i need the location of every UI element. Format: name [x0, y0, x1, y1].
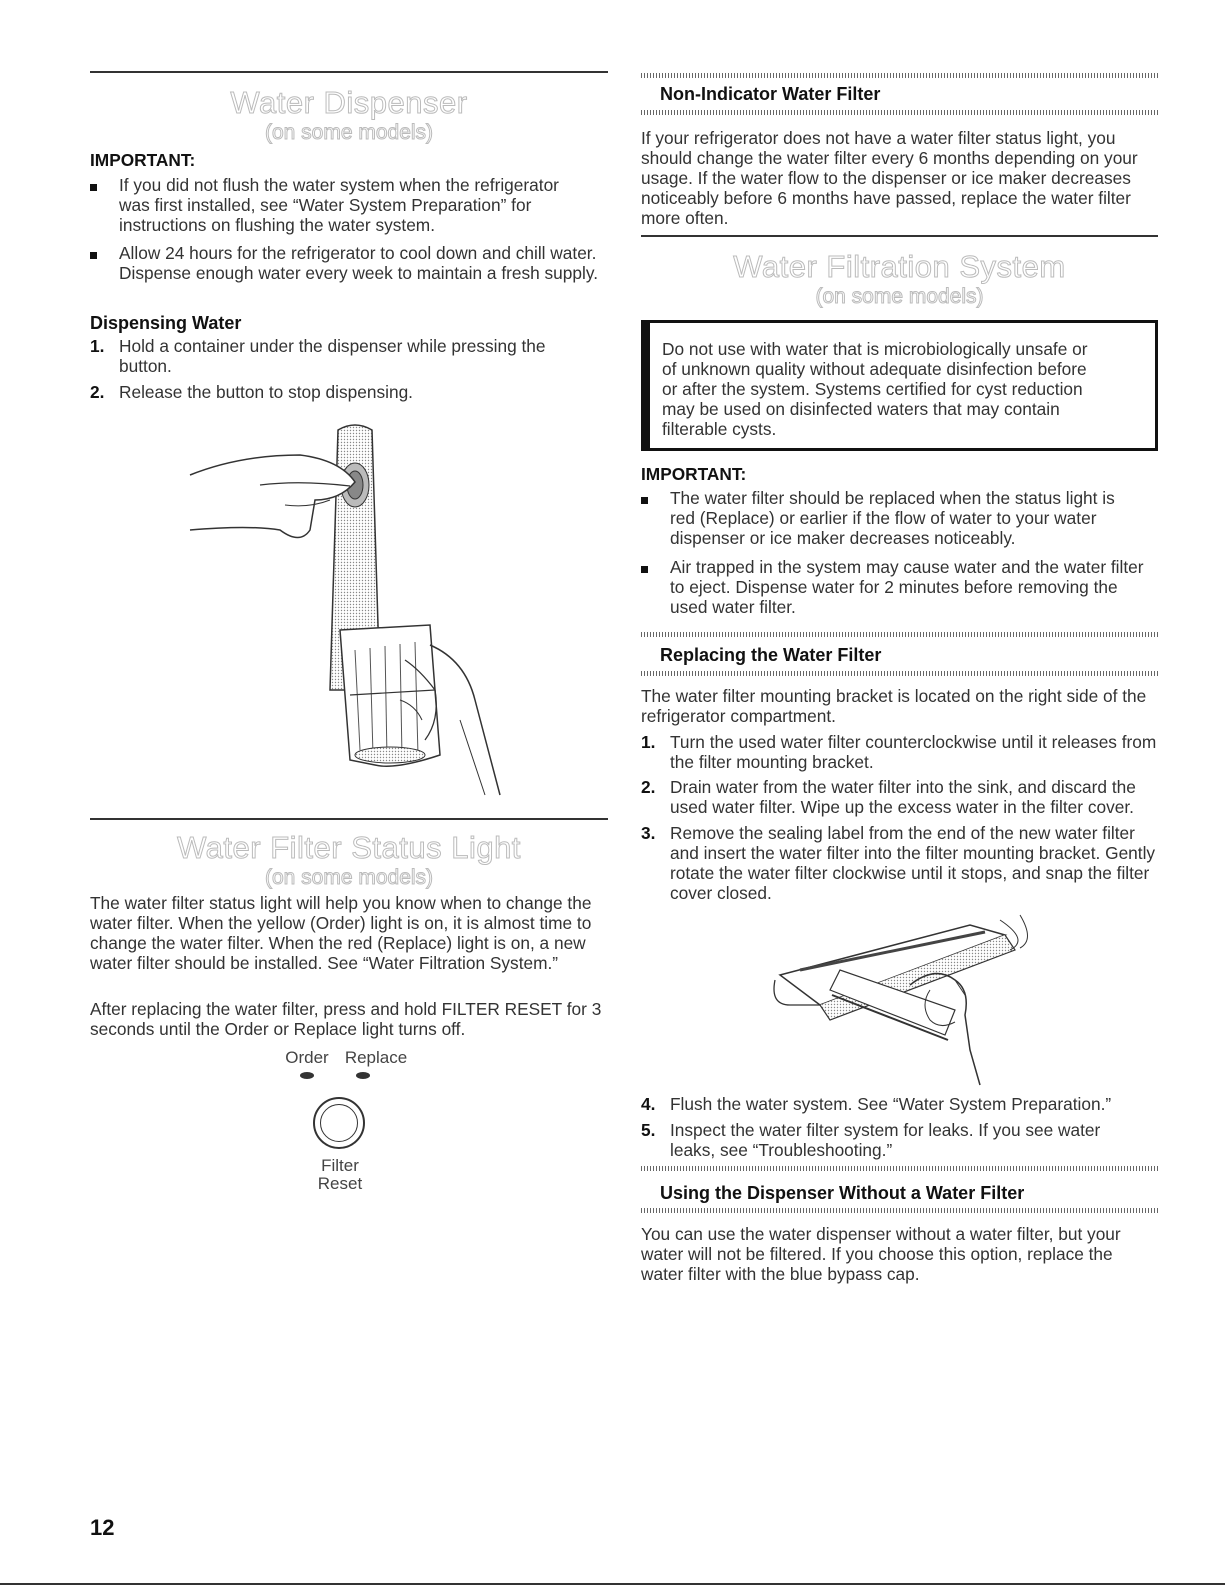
list-item-text: Remove the sealing label from the end of the new water filter and insert the water filter into the filter mounting bracket. Gently rotate the water filter clockwise until it stops, and snap the filter cover closed. [670, 823, 1156, 903]
step-number: 2. [641, 777, 656, 797]
list-item-text: Release the button to stop dispensing. [119, 382, 413, 402]
warning-box-left-bar [644, 323, 650, 448]
warning-box [641, 320, 1158, 451]
list-item-text: Hold a container under the dispenser while pressing the button. [119, 336, 546, 376]
important-label: IMPORTANT: [90, 150, 196, 170]
section-subtitle: (on some models) [815, 285, 984, 308]
heading-stripe [641, 73, 1158, 78]
order-indicator-light [300, 1072, 314, 1079]
list-item-text: Turn the used water filter counterclockwise until it releases from the filter mounting bracket. [670, 732, 1157, 772]
bullet-square-icon [90, 175, 97, 195]
step-number: 3. [641, 823, 656, 843]
section-title-filtration-system: Water Filtration System [733, 249, 1066, 284]
page-number: 12 [90, 1515, 115, 1540]
section-title-water-dispenser: Water Dispenser [230, 85, 468, 120]
list-item-text: Flush the water system. See “Water System Preparation.” [670, 1094, 1112, 1114]
bullet-square-icon [641, 488, 648, 508]
heading-stripe [641, 671, 1158, 676]
heading-stripe [641, 110, 1158, 115]
list-item-text: Air trapped in the system may cause water and the water filter to eject. Dispense water for 2 minutes before removing the used water filter. [670, 557, 1144, 617]
page-bottom-rule [0, 1583, 1225, 1585]
status-light-paragraph: The water filter status light will help you know when to change the water filter. When the yellow (Order) light is on, it is almost time to change the water filter. When the red (Replace) light is on, a new water filter should be installed. See “Water Filtration System.” [90, 893, 592, 973]
list-item [641, 557, 1151, 619]
section-subtitle: (on some models) [264, 121, 434, 144]
list-item-text: Allow 24 hours for the refrigerator to cool down and chill water. Dispense enough water every week to maintain a fresh supply. [119, 243, 599, 283]
warning-text: Do not use with water that is microbiologically unsafe or of unknown quality without adequate disinfection before or after the system. Systems certified for cyst reduction may be used on disinfected waters that may contain filterable cysts. [662, 339, 1088, 439]
list-item [641, 1120, 1141, 1162]
section-rule [90, 71, 608, 73]
filter-label: Filter [321, 1156, 359, 1175]
list-item [90, 336, 580, 378]
reset-label: Reset [317, 1174, 363, 1193]
heading-stripe [641, 1208, 1158, 1213]
list-item [90, 175, 590, 237]
step-number: 5. [641, 1120, 656, 1140]
heading-stripe [641, 632, 1158, 637]
filter-bracket-illustration [770, 910, 1050, 1090]
subsection-heading: Non-Indicator Water Filter [660, 84, 881, 104]
list-item-text: Inspect the water filter system for leaks. If you see water leaks, see “Troubleshooting.” [670, 1120, 1101, 1160]
bullet-square-icon [641, 557, 648, 577]
replace-label: Replace [344, 1048, 408, 1067]
subsection-heading: Replacing the Water Filter [660, 645, 882, 665]
list-item [641, 732, 1158, 774]
list-item [90, 382, 580, 404]
without-filter-paragraph: You can use the water dispenser without a water filter, but your water will not be filtered. If you choose this option, replace the water filter with the blue bypass cap. [641, 1224, 1121, 1284]
section-subtitle: (on some models) [264, 866, 434, 889]
list-item-text: Drain water from the water filter into the sink, and discard the used water filter. Wipe up the excess water in the filter cover. [670, 777, 1136, 817]
heading-stripe [641, 1166, 1158, 1171]
order-label: Order [285, 1048, 329, 1067]
section-rule [90, 818, 608, 820]
step-number: 1. [90, 336, 105, 356]
list-item-text: If you did not flush the water system when the refrigerator was first installed, see “Water System Preparation” for instructions on flushing the water system. [119, 175, 559, 235]
list-item [641, 777, 1158, 819]
section-title-status-light: Water Filter Status Light [177, 830, 521, 865]
list-item [641, 1094, 1158, 1116]
step-number: 4. [641, 1094, 656, 1114]
non-indicator-paragraph: If your refrigerator does not have a water filter status light, you should change the water filter every 6 months depending on your usage. If the water flow to the dispenser or ice maker decreases noticeably before 6 months have passed, replace the water filter more often. [641, 128, 1138, 228]
replace-indicator-light [356, 1072, 370, 1079]
status-light-reset-paragraph: After replacing the water filter, press and hold FILTER RESET for 3 seconds until the Order or Replace light turns off. [90, 999, 602, 1039]
subsection-heading: Using the Dispenser Without a Water Filter [660, 1183, 1025, 1203]
filter-reset-button[interactable] [313, 1097, 365, 1149]
dispenser-illustration [190, 420, 530, 800]
list-item [90, 243, 608, 305]
filter-reset-button-inner-ring [320, 1104, 358, 1142]
step-number: 2. [90, 382, 105, 402]
section-rule [641, 235, 1158, 237]
subsection-heading: Dispensing Water [90, 313, 242, 333]
list-item-text: The water filter should be replaced when the status light is red (Replace) or earlier if the flow of water to your water dispenser or ice maker decreases noticeably. [670, 488, 1115, 548]
important-label: IMPORTANT: [641, 464, 747, 484]
step-number: 1. [641, 732, 656, 752]
list-item [641, 823, 1158, 905]
replacing-intro: The water filter mounting bracket is located on the right side of the refrigerator compartment. [641, 686, 1147, 726]
list-item [641, 488, 1141, 550]
bullet-square-icon [90, 243, 97, 263]
